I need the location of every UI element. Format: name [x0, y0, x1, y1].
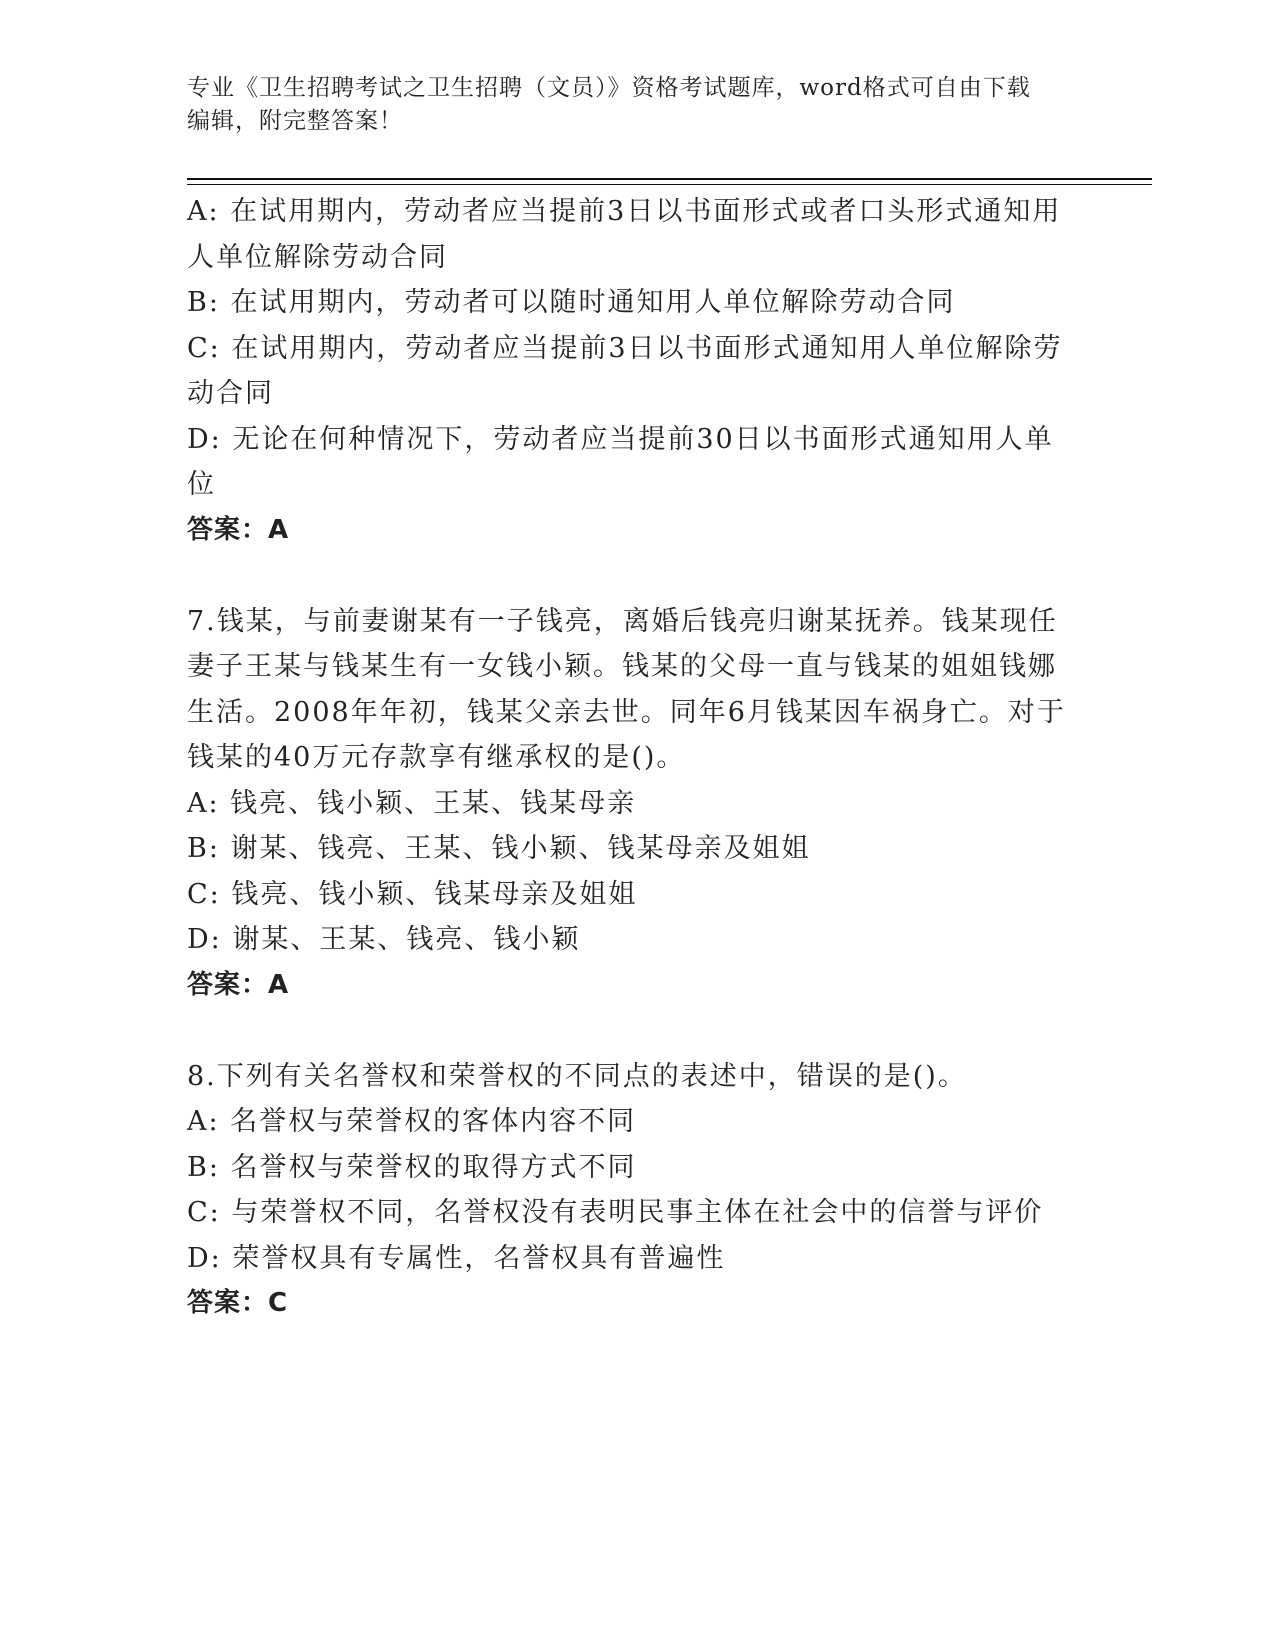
q8-option-c: C: 与荣誉权不同，名誉权没有表明民事主体在社会中的信誉与评价: [187, 1197, 1044, 1228]
spacer: [187, 553, 1077, 599]
q7-stem-line-1: 7.钱某，与前妻谢某有一子钱亮，离婚后钱亮归谢某抚养。钱某现任: [187, 605, 1058, 637]
question-8: [187, 1054, 1077, 1327]
q6-option-a-line-1: A: 在试用期内，劳动者应当提前3日以书面形式或者口头形式通知用: [187, 196, 1062, 227]
q6-option-b: B: 在试用期内，劳动者可以随时通知用人单位解除劳动合同: [187, 287, 956, 318]
q6-answer: 答案：A: [187, 514, 290, 545]
q7-stem-line-2: 妻子王某与钱某生有一女钱小颖。钱某的父母一直与钱某的姐姐钱娜: [187, 651, 1057, 682]
header-line-1: 专业《卫生招聘考试之卫生招聘（文员）》资格考试题库，word格式可自由下载: [187, 75, 1031, 101]
q6-option-d-line-1: D: 无论在何种情况下，劳动者应当提前30日以书面形式通知用人单: [187, 423, 1054, 455]
q7-option-a: A: 钱亮、钱小颖、王某、钱某母亲: [187, 787, 637, 819]
q8-stem: 8.下列有关名誉权和荣誉权的不同点的表述中，错误的是()。: [187, 1060, 967, 1092]
q7-option-d: D: 谢某、王某、钱亮、钱小颖: [187, 924, 581, 955]
q6-option-c-line-2: 动合同: [187, 378, 274, 409]
q8-option-d: D: 荣誉权具有专属性，名誉权具有普遍性: [187, 1242, 726, 1274]
q7-stem-line-4: 钱某的40万元存款享有继承权的是()。: [187, 742, 686, 773]
q8-option-a: A: 名誉权与荣誉权的客体内容不同: [187, 1106, 637, 1137]
document-body: [187, 189, 1077, 1327]
q7-answer: 答案：A: [187, 969, 290, 1000]
spacer: [187, 1008, 1077, 1054]
q8-option-b: B: 名誉权与荣誉权的取得方式不同: [187, 1151, 637, 1183]
q6-option-a-line-2: 人单位解除劳动合同: [187, 241, 448, 273]
page-header: [187, 72, 1087, 138]
header-divider-thin: [187, 184, 1152, 185]
q6-option-c-line-1: C: 在试用期内，劳动者应当提前3日以书面形式通知用人单位解除劳: [187, 332, 1063, 364]
header-divider-thick: [187, 178, 1152, 180]
header-line-2: 编辑，附完整答案！: [187, 108, 403, 134]
q7-option-b: B: 谢某、钱亮、王某、钱小颖、钱某母亲及姐姐: [187, 833, 811, 864]
question-6-options: [187, 189, 1077, 553]
q7-stem-line-3: 生活。2008年年初，钱某父亲去世。同年6月钱某因车祸身亡。对于: [187, 696, 1066, 728]
question-7: [187, 599, 1077, 1009]
q6-option-d-line-2: 位: [187, 469, 216, 500]
q8-answer: 答案：C: [187, 1288, 289, 1318]
q7-option-c: C: 钱亮、钱小颖、钱某母亲及姐姐: [187, 878, 638, 910]
